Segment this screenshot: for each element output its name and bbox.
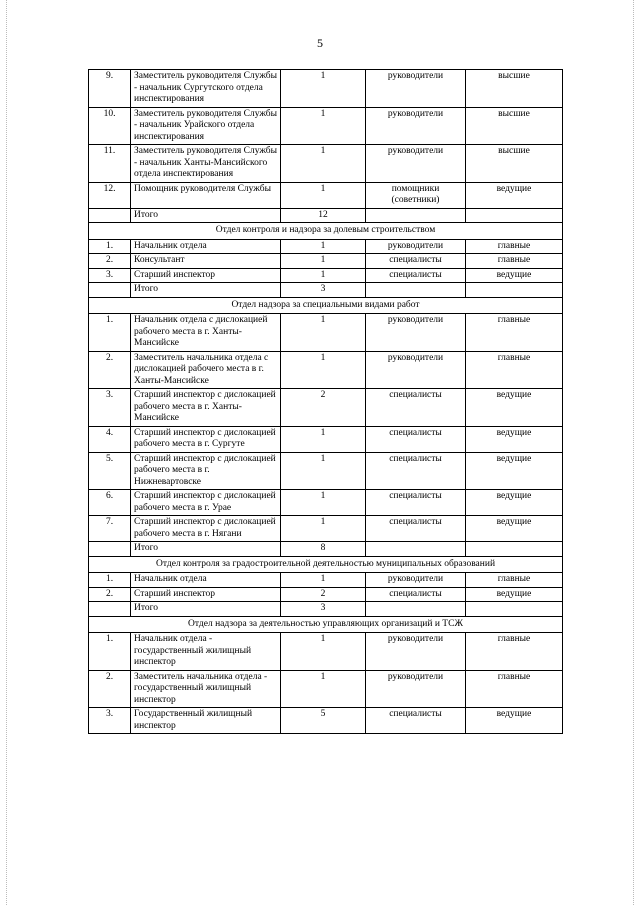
- row-number: [89, 542, 131, 557]
- position-group: главные: [466, 239, 563, 254]
- row-number: [89, 602, 131, 617]
- table-row: [89, 314, 563, 352]
- table-row: [89, 708, 563, 734]
- position-name: Заместитель руководителя Службы - начальник Сургутского отдела инспектирования: [131, 70, 281, 108]
- table-row: [89, 254, 563, 269]
- table-row: [89, 351, 563, 389]
- position-count: 3: [281, 602, 366, 617]
- position-category: специалисты: [366, 254, 466, 269]
- position-count: 1: [281, 426, 366, 452]
- section-header-row: [89, 556, 563, 573]
- position-category: специалисты: [366, 426, 466, 452]
- row-number: 4.: [89, 426, 131, 452]
- position-group: высшие: [466, 145, 563, 183]
- table-row: [89, 182, 563, 208]
- table-row: [89, 145, 563, 183]
- row-number: 1.: [89, 633, 131, 671]
- position-count: 1: [281, 254, 366, 269]
- position-count: 1: [281, 70, 366, 108]
- position-name: Итого: [131, 602, 281, 617]
- position-name: Заместитель начальника отдела - государственный жилищный инспектор: [131, 670, 281, 708]
- position-category: руководители: [366, 239, 466, 254]
- row-number: 5.: [89, 452, 131, 490]
- page-number: 5: [317, 36, 323, 50]
- position-name: Старший инспектор с дислокацией рабочего места в г. Ханты-Мансийске: [131, 389, 281, 427]
- row-number: [89, 283, 131, 298]
- position-group: ведущие: [466, 516, 563, 542]
- section-header-row: [89, 297, 563, 314]
- position-name: Старший инспектор с дислокацией рабочего места в г. Нягани: [131, 516, 281, 542]
- row-number: 10.: [89, 107, 131, 145]
- table-row: [89, 268, 563, 283]
- row-number: 1.: [89, 573, 131, 588]
- row-number: 9.: [89, 70, 131, 108]
- row-number: 7.: [89, 516, 131, 542]
- position-category: [366, 283, 466, 298]
- position-count: 1: [281, 573, 366, 588]
- position-group: ведущие: [466, 182, 563, 208]
- position-count: 1: [281, 107, 366, 145]
- position-name: Заместитель начальника отдела с дислокацией рабочего места в г. Ханты-Мансийске: [131, 351, 281, 389]
- row-number: [89, 208, 131, 223]
- position-category: руководители: [366, 351, 466, 389]
- position-count: 1: [281, 516, 366, 542]
- position-count: 2: [281, 587, 366, 602]
- position-count: 1: [281, 239, 366, 254]
- table-row: [89, 426, 563, 452]
- position-category: [366, 602, 466, 617]
- position-group: [466, 542, 563, 557]
- position-name: Итого: [131, 208, 281, 223]
- section-title: Отдел контроля и надзора за долевым строительством: [89, 223, 563, 240]
- position-category: специалисты: [366, 708, 466, 734]
- position-group: главные: [466, 314, 563, 352]
- row-number: 11.: [89, 145, 131, 183]
- row-number: 1.: [89, 239, 131, 254]
- position-category: специалисты: [366, 490, 466, 516]
- position-group: ведущие: [466, 490, 563, 516]
- table-row: [89, 670, 563, 708]
- row-number: 2.: [89, 254, 131, 269]
- position-category: руководители: [366, 107, 466, 145]
- total-row: [89, 542, 563, 557]
- position-name: Консультант: [131, 254, 281, 269]
- row-number: 2.: [89, 670, 131, 708]
- table-row: [89, 107, 563, 145]
- position-name: Старший инспектор с дислокацией рабочего места в г. Сургуте: [131, 426, 281, 452]
- section-title: Отдел надзора за специальными видами работ: [89, 297, 563, 314]
- position-group: ведущие: [466, 708, 563, 734]
- position-category: специалисты: [366, 452, 466, 490]
- table-row: [89, 633, 563, 671]
- position-group: ведущие: [466, 426, 563, 452]
- row-number: 3.: [89, 708, 131, 734]
- position-count: 1: [281, 182, 366, 208]
- position-group: ведущие: [466, 587, 563, 602]
- position-category: [366, 542, 466, 557]
- position-category: руководители: [366, 670, 466, 708]
- position-name: Начальник отдела: [131, 573, 281, 588]
- position-category: руководители: [366, 314, 466, 352]
- position-name: Старший инспектор: [131, 268, 281, 283]
- total-row: [89, 283, 563, 298]
- staff-table-body: [89, 70, 563, 734]
- row-number: 2.: [89, 587, 131, 602]
- position-count: 1: [281, 490, 366, 516]
- section-title: Отдел контроля за градостроительной деятельностью муниципальных образований: [89, 556, 563, 573]
- row-number: 2.: [89, 351, 131, 389]
- position-group: главные: [466, 633, 563, 671]
- position-count: 1: [281, 314, 366, 352]
- position-category: руководители: [366, 70, 466, 108]
- position-count: 5: [281, 708, 366, 734]
- position-category: руководители: [366, 633, 466, 671]
- position-group: ведущие: [466, 389, 563, 427]
- position-name: Старший инспектор: [131, 587, 281, 602]
- position-count: 1: [281, 351, 366, 389]
- table-row: [89, 516, 563, 542]
- position-count: 1: [281, 268, 366, 283]
- position-group: [466, 602, 563, 617]
- position-name: Государственный жилищный инспектор: [131, 708, 281, 734]
- position-count: 1: [281, 670, 366, 708]
- position-group: [466, 208, 563, 223]
- row-number: 3.: [89, 389, 131, 427]
- position-category: руководители: [366, 573, 466, 588]
- position-name: Начальник отдела с дислокацией рабочего места в г. Ханты-Мансийске: [131, 314, 281, 352]
- position-group: главные: [466, 670, 563, 708]
- table-row: [89, 587, 563, 602]
- position-group: главные: [466, 351, 563, 389]
- row-number: 6.: [89, 490, 131, 516]
- position-count: 1: [281, 452, 366, 490]
- position-category: специалисты: [366, 389, 466, 427]
- position-name: Старший инспектор с дислокацией рабочего места в г. Нижневартовске: [131, 452, 281, 490]
- position-name: Помощник руководителя Службы: [131, 182, 281, 208]
- table-row: [89, 389, 563, 427]
- table-row: [89, 70, 563, 108]
- position-group: высшие: [466, 70, 563, 108]
- position-name: Начальник отдела - государственный жилищный инспектор: [131, 633, 281, 671]
- section-header-row: [89, 223, 563, 240]
- table-row: [89, 573, 563, 588]
- position-name: Заместитель руководителя Службы - начальник Урайского отдела инспектирования: [131, 107, 281, 145]
- table-row: [89, 490, 563, 516]
- position-group: ведущие: [466, 452, 563, 490]
- position-name: Итого: [131, 283, 281, 298]
- position-count: 12: [281, 208, 366, 223]
- position-count: 3: [281, 283, 366, 298]
- position-name: Итого: [131, 542, 281, 557]
- position-category: специалисты: [366, 516, 466, 542]
- position-count: 2: [281, 389, 366, 427]
- position-name: Начальник отдела: [131, 239, 281, 254]
- position-group: главные: [466, 254, 563, 269]
- total-row: [89, 602, 563, 617]
- position-category: специалисты: [366, 268, 466, 283]
- position-name: Заместитель руководителя Службы - начальник Ханты-Мансийского отдела инспектирования: [131, 145, 281, 183]
- position-group: главные: [466, 573, 563, 588]
- staff-table-container: [88, 69, 562, 734]
- scan-edge-right: [633, 0, 635, 905]
- row-number: 1.: [89, 314, 131, 352]
- position-category: помощники (советники): [366, 182, 466, 208]
- position-name: Старший инспектор с дислокацией рабочего места в г. Урае: [131, 490, 281, 516]
- section-header-row: [89, 616, 563, 633]
- table-row: [89, 239, 563, 254]
- staff-table: [88, 69, 563, 734]
- total-row: [89, 208, 563, 223]
- table-row: [89, 452, 563, 490]
- position-category: [366, 208, 466, 223]
- position-count: 1: [281, 145, 366, 183]
- position-group: высшие: [466, 107, 563, 145]
- row-number: 3.: [89, 268, 131, 283]
- position-count: 8: [281, 542, 366, 557]
- position-category: специалисты: [366, 587, 466, 602]
- position-category: руководители: [366, 145, 466, 183]
- row-number: 12.: [89, 182, 131, 208]
- position-group: ведущие: [466, 268, 563, 283]
- section-title: Отдел надзора за деятельностью управляющих организаций и ТСЖ: [89, 616, 563, 633]
- scan-edge-left: [6, 0, 8, 905]
- position-count: 1: [281, 633, 366, 671]
- position-group: [466, 283, 563, 298]
